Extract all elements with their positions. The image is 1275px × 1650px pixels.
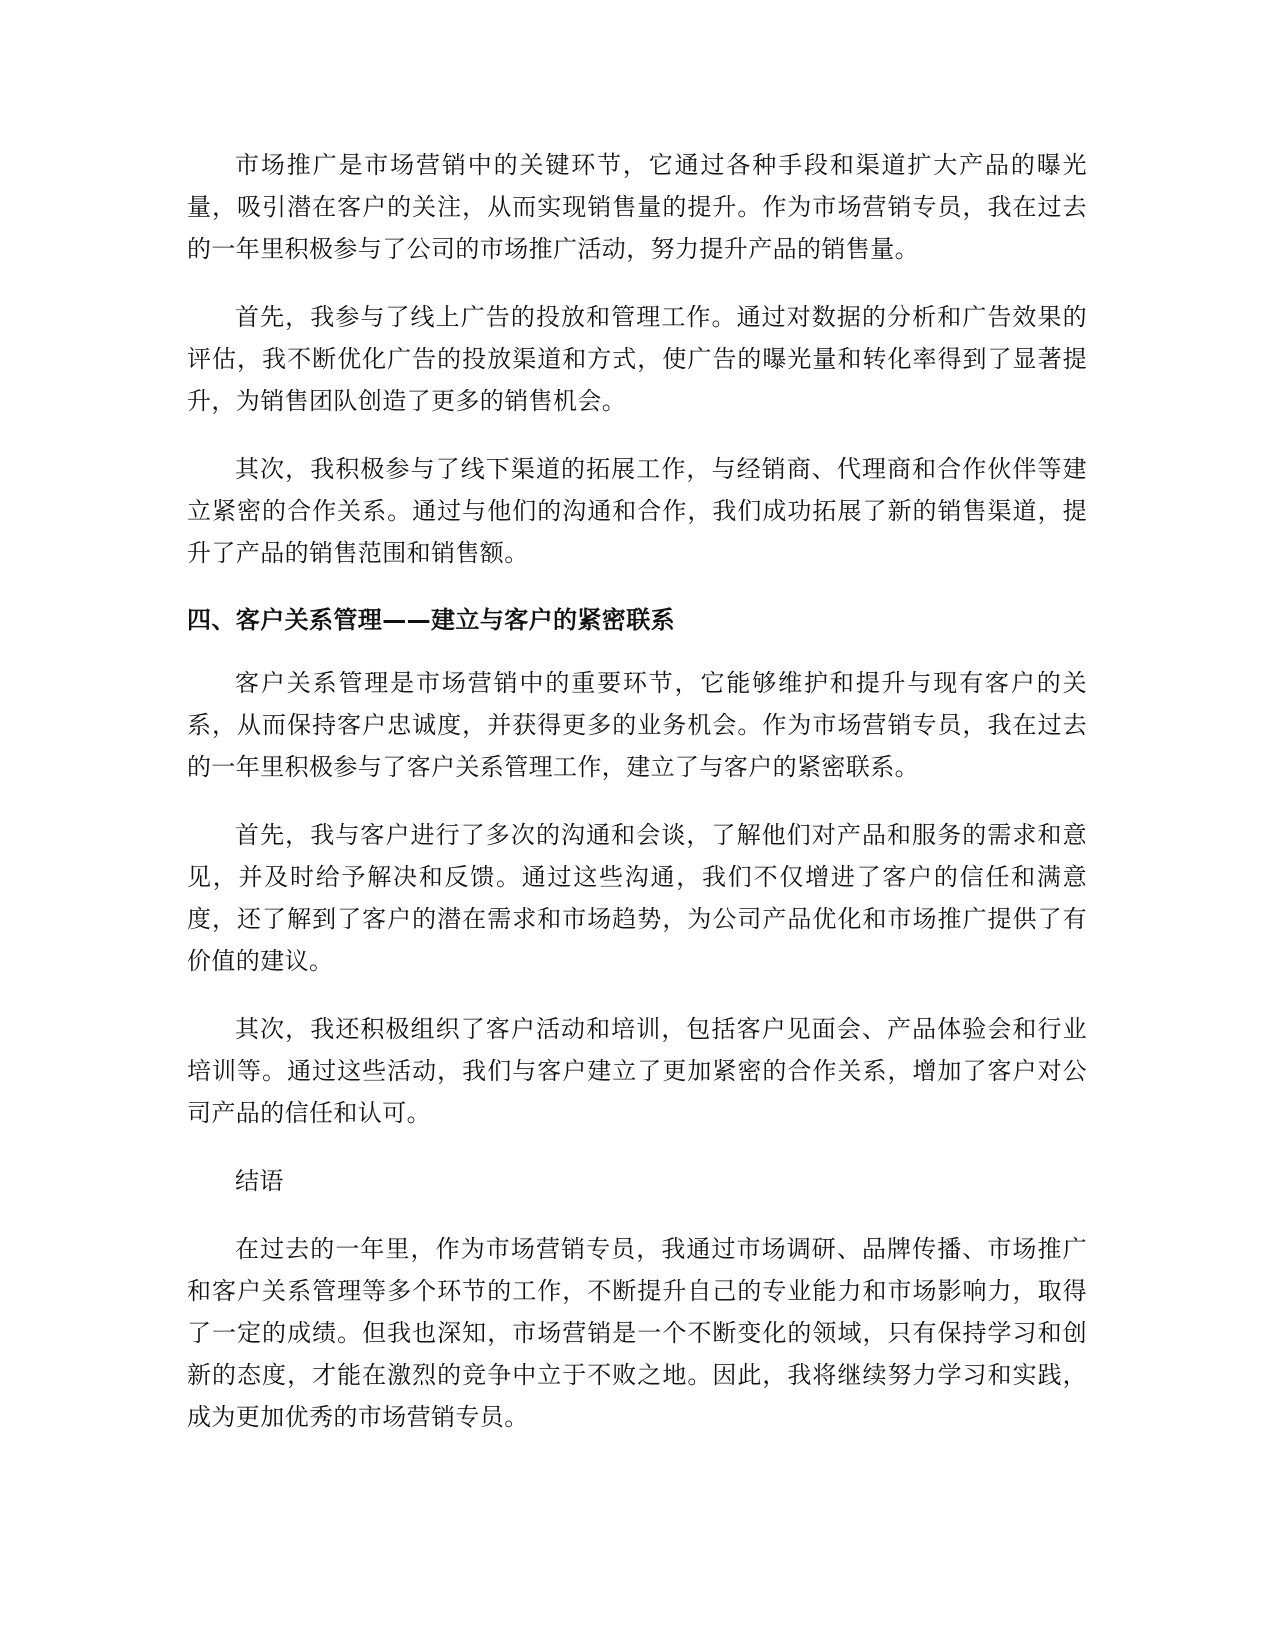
section-heading-customer-relations: 四、客户关系管理——建立与客户的紧密联系 (187, 606, 675, 634)
paragraph-online-ads: 首先，我参与了线上广告的投放和管理工作。通过对数据的分析和广告效果的评估，我不断优化广告的投放渠道和方式，使广告的曝光量和转化率得到了显著提升，为销售团队创造了更多的销售机会。 (187, 303, 1087, 415)
document-body (187, 144, 1087, 1464)
paragraph-market-promotion-intro: 市场推广是市场营销中的关键环节，它通过各种手段和渠道扩大产品的曝光量，吸引潜在客户的关注，从而实现销售量的提升。作为市场营销专员，我在过去的一年里积极参与了公司的市场推广活动，努力提升产品的销售量。 (187, 151, 1087, 263)
paragraph-conclusion: 在过去的一年里，作为市场营销专员，我通过市场调研、品牌传播、市场推广和客户关系管理等多个环节的工作，不断提升自己的专业能力和市场影响力，取得了一定的成绩。但我也深知，市场营销是一个不断变化的领域，只有保持学习和创新的态度，才能在激烈的竞争中立于不败之地。因此，我将继续努力学习和实践，成为更加优秀的市场营销专员。 (187, 1235, 1087, 1431)
conclusion-label: 结语 (235, 1167, 284, 1195)
paragraph-customer-communication: 首先，我与客户进行了多次的沟通和会谈，了解他们对产品和服务的需求和意见，并及时给予解决和反馈。通过这些沟通，我们不仅增进了客户的信任和满意度，还了解到了客户的潜在需求和市场趋势，为公司产品优化和市场推广提供了有价值的建议。 (187, 821, 1087, 975)
paragraph-customer-events: 其次，我还积极组织了客户活动和培训，包括客户见面会、产品体验会和行业培训等。通过这些活动，我们与客户建立了更加紧密的合作关系，增加了客户对公司产品的信任和认可。 (187, 1015, 1087, 1127)
paragraph-offline-channels: 其次，我积极参与了线下渠道的拓展工作，与经销商、代理商和合作伙伴等建立紧密的合作关系。通过与他们的沟通和合作，我们成功拓展了新的销售渠道，提升了产品的销售范围和销售额。 (187, 455, 1087, 567)
paragraph-crm-intro: 客户关系管理是市场营销中的重要环节，它能够维护和提升与现有客户的关系，从而保持客户忠诚度，并获得更多的业务机会。作为市场营销专员，我在过去的一年里积极参与了客户关系管理工作，建立了与客户的紧密联系。 (187, 669, 1087, 781)
